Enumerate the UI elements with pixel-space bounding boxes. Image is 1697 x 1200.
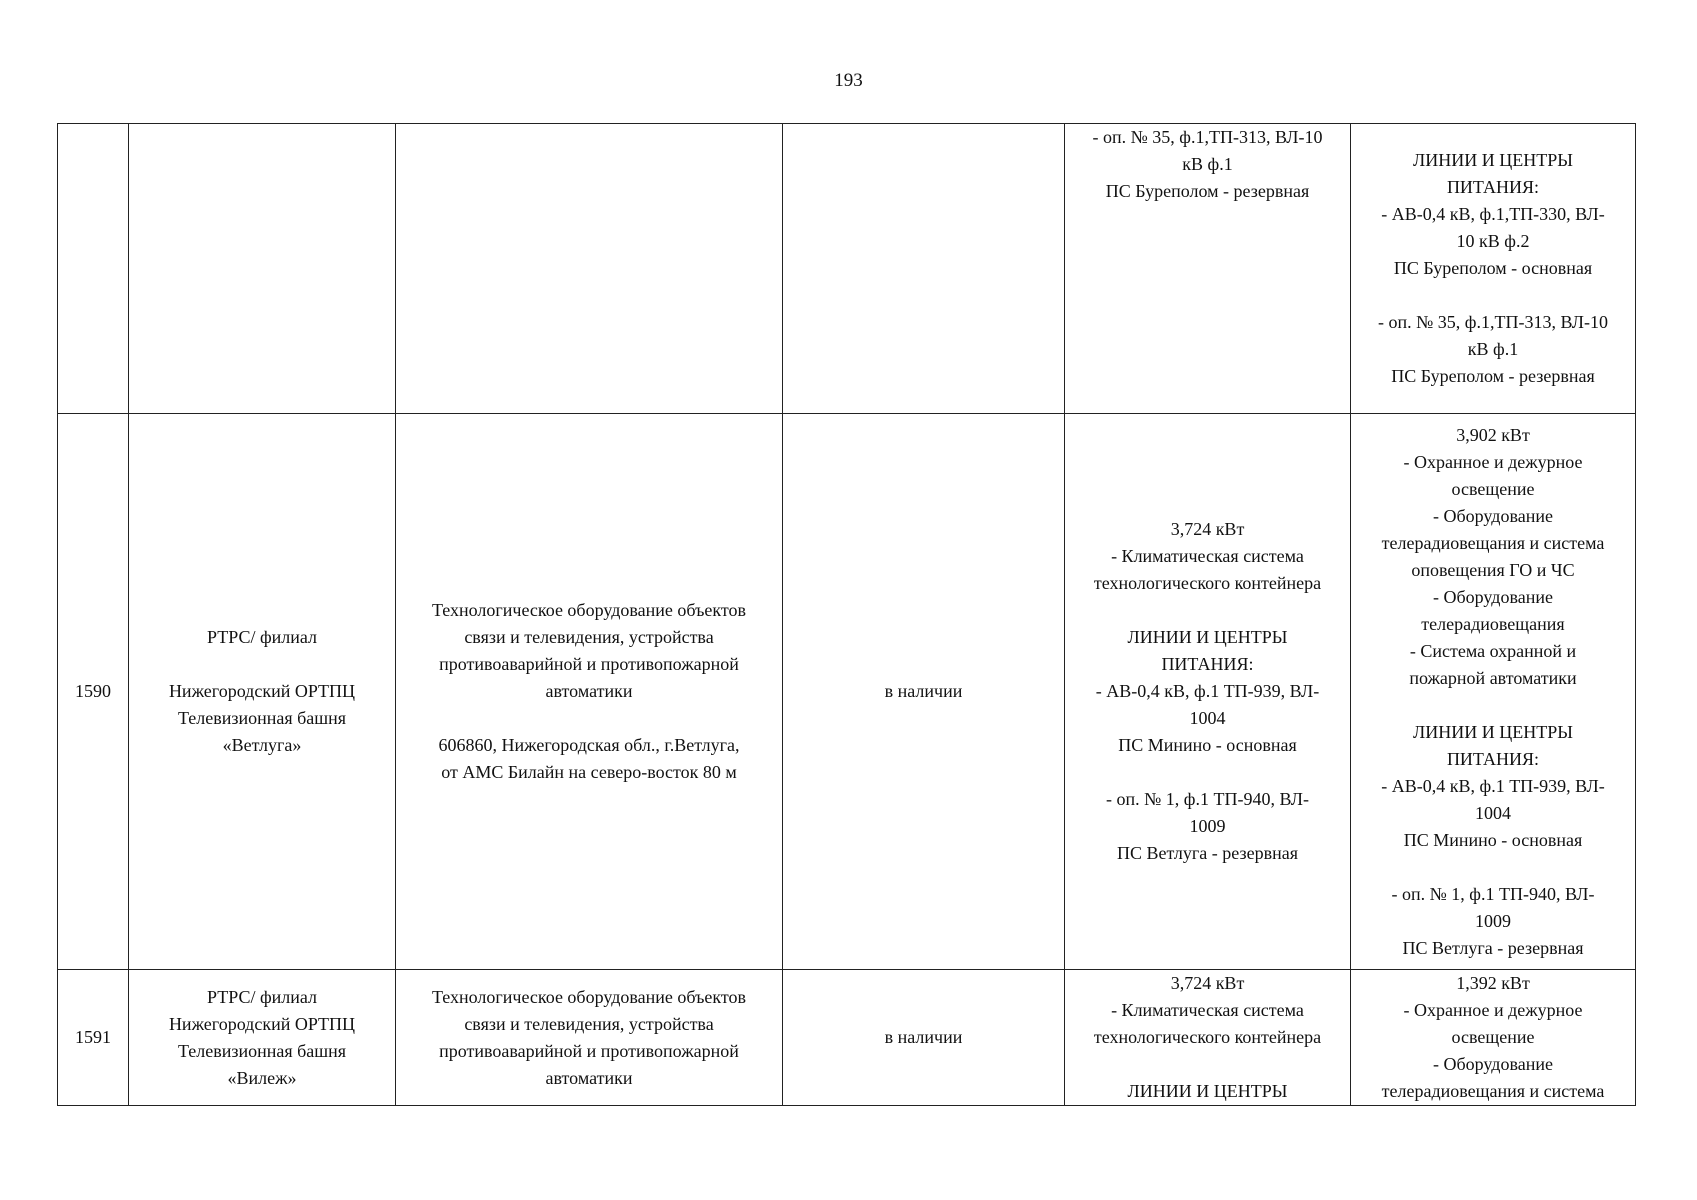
cell-text-line: - АВ-0,4 кВ, ф.1 ТП-939, ВЛ-: [1095, 681, 1320, 701]
cell-text-line: ПС Ветлуга - резервная: [1117, 843, 1298, 863]
cell-text-line: 10 кВ ф.2: [1456, 231, 1530, 251]
cell-text-line: Технологическое оборудование объектов: [431, 986, 747, 1007]
cell-text-line: - оп. № 1, ф.1 ТП-940, ВЛ-: [1106, 789, 1309, 809]
row-number: 1591: [58, 970, 129, 1106]
row-number: 1590: [58, 414, 129, 970]
cell-text-line: Нижегородский ОРТПЦ: [168, 1013, 356, 1034]
cell-text-line: - Оборудование: [1433, 586, 1553, 607]
status-cell: в наличии: [783, 414, 1065, 970]
table-row: [58, 970, 1636, 1106]
cell-text-line: 1004: [1475, 802, 1511, 823]
cell-text-line: 1009: [1475, 910, 1511, 931]
cell-text-line: связи и телевидения, устройства: [464, 627, 714, 647]
cell-text-line: телерадиовещания и система: [1381, 532, 1605, 553]
cell-text-line: 3,724 кВт: [1170, 519, 1245, 539]
planned-power-cell: [1351, 414, 1636, 970]
cell-text-line: автоматики: [545, 1067, 633, 1088]
cell-text-line: от АМС Билайн на северо-восток 80 м: [441, 762, 737, 782]
cell-text-line: - Оборудование: [1433, 1054, 1553, 1074]
status-cell: [783, 124, 1065, 414]
cell-text-line: ЛИНИИ И ЦЕНТРЫ: [1413, 150, 1573, 170]
current-power-cell: [1065, 970, 1351, 1106]
cell-text-line: освещение: [1451, 478, 1535, 499]
cell-text-line: 3,724 кВт: [1170, 973, 1245, 993]
cell-text-line: [1075, 1051, 1340, 1078]
cell-text-line: [139, 651, 385, 678]
cell-text-line: 1009: [1189, 816, 1226, 836]
equipment-cell: [396, 414, 783, 970]
cell-text-line: технологического контейнера: [1093, 1027, 1322, 1047]
cell-text-line: 1004: [1189, 708, 1226, 728]
cell-text-line: Телевизионная башня: [177, 708, 347, 728]
cell-text-line: освещение: [1451, 1027, 1535, 1047]
cell-text-line: ЛИНИИ И ЦЕНТРЫ: [1413, 721, 1573, 742]
cell-text-line: «Вилеж»: [227, 1067, 297, 1088]
page-number: 193: [834, 70, 863, 91]
cell-text-line: - Оборудование: [1433, 505, 1553, 526]
cell-text-line: Телевизионная башня: [177, 1040, 347, 1061]
cell-text-line: кВ ф.1: [1467, 339, 1519, 359]
cell-text-line: - Охранное и дежурное: [1403, 1000, 1583, 1020]
cell-text-line: «Ветлуга»: [222, 735, 302, 755]
organization-cell: [129, 970, 396, 1106]
cell-text-line: - Климатическая система: [1111, 546, 1304, 566]
cell-text-line: ПС Буреполом - основная: [1393, 258, 1593, 278]
cell-text-line: - Климатическая система: [1111, 1000, 1304, 1020]
cell-text-line: - Охранное и дежурное: [1403, 451, 1583, 472]
cell-text-line: - АВ-0,4 кВ, ф.1,ТП-330, ВЛ-: [1381, 204, 1605, 224]
cell-text-line: оповещения ГО и ЧС: [1411, 559, 1575, 580]
cell-text-line: противоаварийной и противопожарной: [439, 1040, 739, 1061]
cell-text-line: противоаварийной и противопожарной: [439, 654, 739, 674]
cell-text-line: [1361, 282, 1625, 309]
cell-text-line: ПС Буреполом - резервная: [1105, 181, 1310, 201]
cell-text-line: 1,392 кВт: [1456, 973, 1530, 993]
cell-text-line: телерадиовещания: [1421, 613, 1565, 634]
planned-power-cell: [1351, 124, 1636, 414]
equipment-cell: [396, 970, 783, 1106]
cell-text-line: [1075, 597, 1340, 624]
cell-text-line: - Система охранной и: [1409, 640, 1577, 661]
cell-text-line: связи и телевидения, устройства: [464, 1013, 714, 1034]
equipment-cell: [396, 124, 783, 414]
cell-text-line: ПС Буреполом - резервная: [1391, 366, 1595, 386]
cell-text-line: [1075, 759, 1340, 786]
table-row: [58, 414, 1636, 970]
cell-text-line: пожарной автоматики: [1409, 667, 1577, 688]
cell-text-line: 606860, Нижегородская обл., г.Ветлуга,: [438, 735, 740, 755]
cell-text-line: [406, 705, 772, 732]
cell-text-line: ПИТАНИЯ:: [1446, 177, 1540, 197]
cell-text-line: ПИТАНИЯ:: [1161, 654, 1254, 674]
cell-text-line: РТРС/ филиал: [206, 627, 317, 647]
cell-text-line: ЛИНИИ И ЦЕНТРЫ: [1127, 1081, 1288, 1101]
cell-text-line: технологического контейнера: [1093, 573, 1322, 593]
cell-text-line: - оп. № 35, ф.1,ТП-313, ВЛ-10: [1092, 127, 1323, 147]
cell-text-line: ПС Минино - основная: [1403, 829, 1583, 850]
cell-text-line: ЛИНИИ И ЦЕНТРЫ: [1127, 627, 1288, 647]
cell-text-line: - АВ-0,4 кВ, ф.1 ТП-939, ВЛ-: [1381, 775, 1605, 796]
cell-text-line: телерадиовещания и система: [1381, 1081, 1605, 1101]
cell-text-line: - оп. № 1, ф.1 ТП-940, ВЛ-: [1391, 883, 1595, 904]
cell-text-line: Технологическое оборудование объектов: [431, 600, 747, 620]
cell-text-line: [1361, 692, 1625, 719]
cell-text-line: ПС Минино - основная: [1118, 735, 1297, 755]
cell-text-line: РТРС/ филиал: [206, 986, 317, 1007]
row-number: [58, 124, 129, 414]
current-power-cell: [1065, 124, 1351, 414]
table-row: [58, 124, 1636, 414]
planned-power-cell: [1351, 970, 1636, 1106]
cell-text-line: автоматики: [545, 681, 633, 701]
facilities-table: [57, 123, 1636, 1106]
cell-text-line: Нижегородский ОРТПЦ: [168, 681, 356, 701]
cell-text-line: 3,902 кВт: [1456, 424, 1530, 445]
cell-text-line: кВ ф.1: [1182, 154, 1233, 174]
organization-cell: [129, 124, 396, 414]
cell-text-line: ПС Ветлуга - резервная: [1402, 937, 1584, 958]
cell-text-line: - оп. № 35, ф.1,ТП-313, ВЛ-10: [1378, 312, 1608, 332]
current-power-cell: [1065, 414, 1351, 970]
status-cell: в наличии: [783, 970, 1065, 1106]
cell-text-line: ПИТАНИЯ:: [1446, 748, 1540, 769]
organization-cell: [129, 414, 396, 970]
cell-text-line: [1361, 854, 1625, 881]
